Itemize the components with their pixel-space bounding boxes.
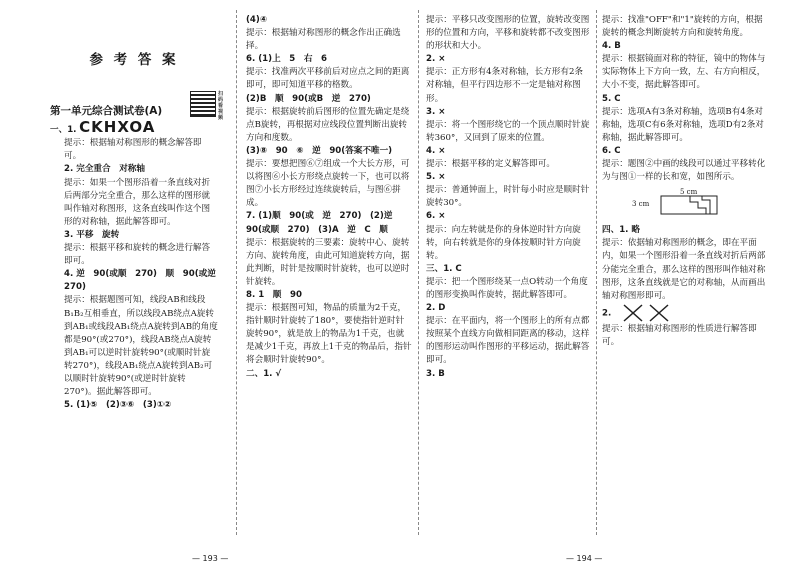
answer-line: 提示：将一个图形绕它的一个顶点顺时针旋转360°，又回到了原来的位置。 (426, 119, 590, 143)
answer-line: 3. 平移 旋转 (64, 229, 120, 240)
answer-line: 提示：根据旋转前后图形的位置先确定是绕点B旋转，再根据对应线段位置判断出旋转方向和度数。 (246, 106, 410, 143)
answer-line: 提示：根据平移和旋转的概念进行解答即可。 (64, 243, 211, 267)
answer-line: 提示：根据图可知，物品的质量为2千克，指针顺时针旋转了180°，要使指针逆时针旋转90°，就是放上的物品为1千克，也就是减少1千克，再放上1千克的物品后，指针将会顺时针旋转90°。 (246, 303, 412, 366)
answer-line: 提示：向左转就是你的身体逆时针方向旋转，向右转就是你的身体按顺时针方向旋转。 (426, 224, 581, 261)
answer-line: 提示：根据题图可知，线段AB和线段B₁B₂互相垂直，所以线段AB绕点A旋转到AB₁或线段AB₁绕点A旋转到AB的角度都是90°(或270°)，线段AB绕点A旋转到AB₁可以逆时针旋转90°(或顺时针旋转270°)，线段AB₁绕点A旋转到AB₂可以顺时针旋转90°(或逆时针旋转270°)。据此解答即可。 (64, 295, 218, 398)
answer-line: 7. (1)顺 90(或 逆 270) (2)逆 90(或顺 270) (3)A 逆 C 顺 (246, 211, 402, 235)
rectangle-figure (632, 186, 766, 222)
answer-line: 4. × (426, 145, 446, 156)
answer-column-3 (426, 14, 590, 547)
answer-line: 提示：根据轴对称图形的概念解答即可。 (64, 138, 202, 162)
question-number: 2. (602, 308, 612, 319)
page-number-left: — 193 — (192, 554, 229, 563)
answer-line: 提示：题图②中画的线段可以通过平移转化为与图①一样的长和宽，如图所示。 (602, 159, 766, 183)
answer-line: 提示：正方形有4条对称轴，长方形有2条对称轴，但平行四边形不一定是轴对称图形。 (426, 67, 584, 104)
answer-line: 提示：平移只改变图形的位置，旋转改变图形的位置和方向，平移和旋转都不改变图形的形状和大小。 (426, 15, 590, 52)
answer-column-2 (246, 14, 412, 547)
answer-line: 提示：把一个图形绕某一点O转动一个角度的图形变换叫作旋转，据此解答即可。 (426, 276, 588, 300)
answer-line: 2. × (426, 54, 446, 65)
rectangle-diagram (660, 194, 720, 218)
answer-column-4 (602, 14, 766, 547)
answer-line: 提示：普通钟面上，时针每小时应是顺时针旋转30°。 (426, 185, 590, 209)
column-divider (236, 10, 237, 535)
answer-line: 6. × (426, 211, 446, 222)
answer-line: 提示：选项A有3条对称轴，选项B有4条对称轴，选项C有6条对称轴，选项D有2条对称轴，据此解答即可。 (602, 106, 764, 143)
answer-text: CKHXOA (79, 118, 156, 137)
answer-line: 4. 逆 90(或顺 270) 顺 90(或逆 270) (64, 269, 216, 293)
answer-line: 提示：找准"OFF"和"1"旋转的方向，根据旋转的概念判断旋转方向和旋转角度。 (602, 15, 763, 39)
answer-line: 6. C (602, 145, 621, 156)
answer-line: 3. B (426, 368, 445, 379)
answer-line: 提示：根据轴对称图形的概念作出正确选择。 (246, 28, 401, 52)
page-number-right: — 194 — (566, 554, 603, 563)
question-number: 一、1. (50, 125, 77, 136)
qr-code[interactable] (190, 91, 216, 117)
section-title: 第一单元综合测试卷(A) (50, 105, 163, 118)
answer-line: 2. 完全重合 对称轴 (64, 164, 145, 175)
answer-line: 5. (1)⑤ (2)③⑥ (3)①② (64, 400, 172, 411)
answer-line: (2)B 顺 90(或B 逆 270) (246, 93, 371, 104)
answer-line: 4. B (602, 41, 621, 52)
answer-1 (50, 118, 218, 137)
answer-line: 提示：依据轴对称图形的概念，即在平面内，如果一个图形沿着一条直线对折后两部分能完全重合，那么这样的图形叫作轴对称图形，这条直线就是它的对称轴，从而画出轴对称图形即可。 (602, 238, 766, 301)
answer-line: 提示：根据轴对称图形的性质进行解答即可。 (602, 323, 757, 347)
figure-label-height: 3 cm (632, 200, 650, 209)
section-heading (50, 91, 224, 122)
page-title: 参 考 答 案 (89, 52, 179, 68)
answer-line: 8. 1 顺 90 (246, 289, 302, 300)
answer-line: (3)⑧ 90 ⑥ 逆 90(答案不唯一) (246, 145, 393, 156)
figure-label-width: 5 cm (680, 188, 698, 197)
qr-caption: 扫码看视频 (218, 91, 224, 122)
answer-line: 提示：在平面内，将一个图形上的所有点都按照某个直线方向做相同距离的移动，这样的图形运动叫作图形的平移运动，据此解答即可。 (426, 316, 590, 366)
answer-line: 5. × (426, 172, 446, 183)
answer-line: 提示：根据旋转的三要素：旋转中心、旋转方向、旋转角度，由此可知道旋转方向，据此判断，时针是按顺时针旋转，也可以逆时针旋转。 (246, 237, 410, 287)
answer-line: 提示：要想把图⑥⑦组成一个大长方形，可以将图⑥小长方形绕点旋转一下，也可以将图⑦小长方形经过连续旋转后，与图⑥拼成。 (246, 159, 410, 209)
answer-line: (4)④ (246, 15, 268, 25)
answer-line: 2. D (426, 303, 446, 314)
cross-lines-figure (622, 303, 672, 323)
answer-line: 提示：根据镜面对称的特征，镜中的物体与实际物体上下方向一致，左、右方向相反，大小不变，据此解答即可。 (602, 54, 766, 91)
answer-line: 四、1. 略 (602, 225, 641, 236)
answer-line: 5. C (602, 93, 621, 104)
column-divider (596, 10, 597, 535)
answer-line: 提示：根据平移的定义解答即可。 (426, 159, 555, 170)
answer-line: 6. (1)上 5 右 6 (246, 54, 327, 65)
answer-line: 3. × (426, 106, 446, 117)
answer-line: 三、1. C (426, 263, 462, 274)
answer-line: 二、1. √ (246, 368, 282, 379)
answer-column-1 (50, 14, 224, 547)
answer-line: 提示：如果一个图形沿着一条直线对折后两部分完全重合，那么这样的图形就叫作轴对称图形，这条直线叫作这个图形的对称轴，据此解答即可。 (64, 177, 211, 227)
answer-line (602, 303, 766, 323)
answer-line: 提示：找准两次平移前后对应点之间的距离即可，即可知道平移的格数。 (246, 67, 410, 91)
column-divider (418, 10, 419, 535)
